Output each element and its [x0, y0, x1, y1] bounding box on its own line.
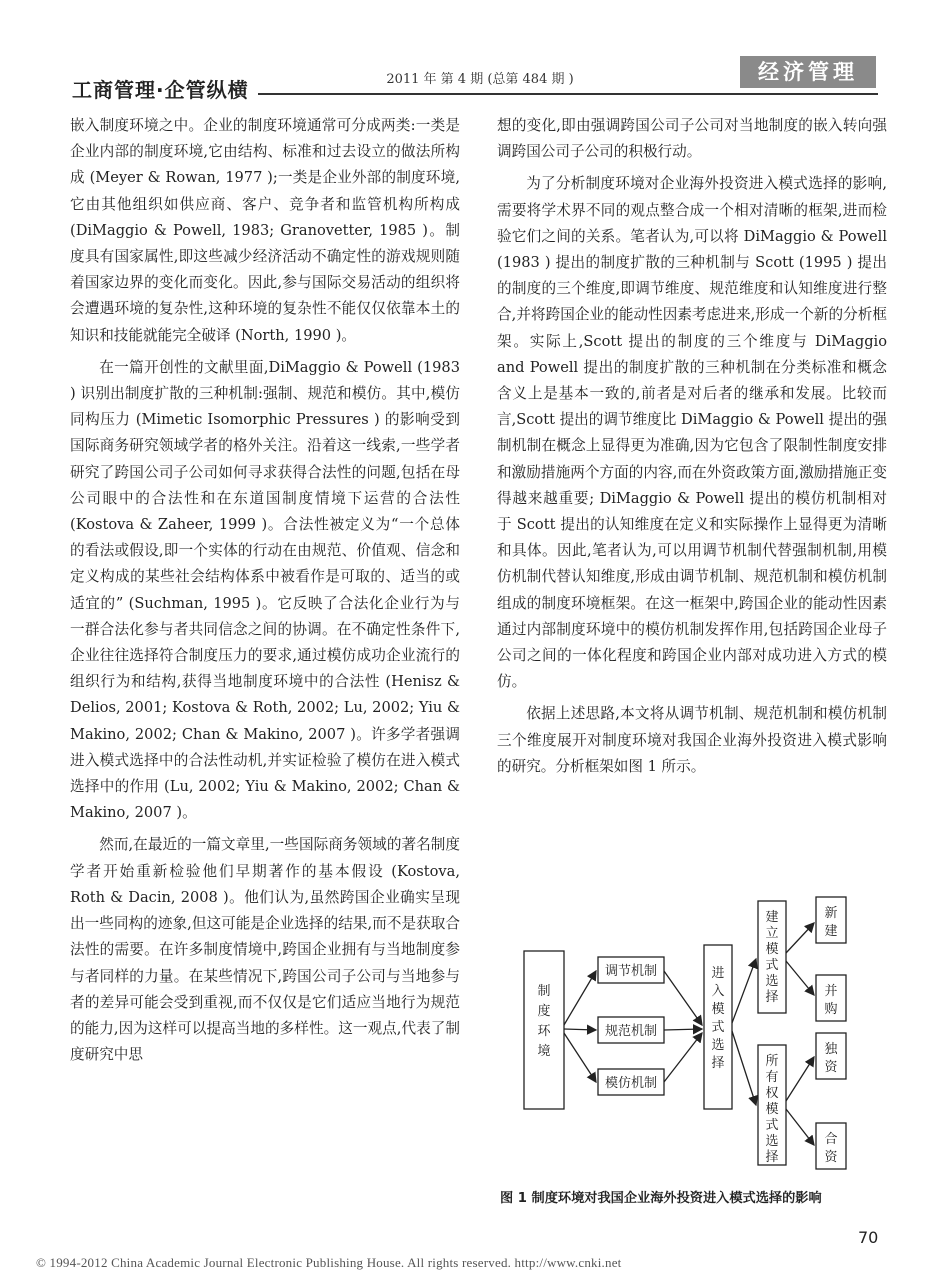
ownership-label: 模	[765, 1102, 779, 1117]
ownership-label: 有	[765, 1070, 779, 1085]
establish-label: 建	[765, 910, 779, 925]
acquisition-label: 并	[824, 984, 838, 999]
paragraph: 嵌入制度环境之中。企业的制度环境通常可分成两类:一类是企业内部的制度环境,它由结构、标准和过去设立的做法所构成 (Meyer & Rowan, 1977 );一类是企业外部的制度环境,它由其他组织如供应商、客户、竞争者和监管机构所构成 (DiMaggio & Powell, 1983; Granovetter, 1985 )。制度具有国家属性,即这些减少经济活动不确定性的游戏规则随着国家边界的变化而变化。因此,参与国际交易活动的组织将会遭遇环境的复杂性,这种环境的复杂性不能仅仅依靠本土的知识和技能就能完全破译 (North, 1990 )。	[70, 117, 460, 344]
ownership-label: 择	[765, 1150, 779, 1165]
establish-label: 选	[765, 974, 779, 989]
env-label: 境	[537, 1044, 551, 1059]
paragraph: 然而,在最近的一篇文章里,一些国际商务领域的著名制度学者开始重新检验他们早期著作的基本假设 (Kostova, Roth & Dacin, 2008 )。他们认为,虽然跨国企业确实呈现出一些同构的迹象,但这可能是企业选择的结果,而不是获取合法性的需要。在许多制度情境中,跨国企业拥有与当地制度参与者同样的力量。在某些情况下,跨国公司子公司与当地参与者的差异可能会受到重视,而不仅仅是它们适应当地行为规范的能力,因为这样可以提高当地的多样性。这一观点,代表了制度研究中思	[70, 836, 460, 1064]
establish-label: 择	[765, 990, 779, 1005]
greenfield-label: 建	[824, 924, 838, 939]
establish-label: 模	[765, 942, 779, 957]
framework-figure	[520, 895, 880, 1175]
establish-label: 立	[765, 926, 779, 941]
greenfield-label: 新	[824, 906, 838, 921]
right-column	[497, 113, 887, 780]
ownership-label: 式	[765, 1118, 779, 1133]
ownership-label: 选	[765, 1134, 779, 1149]
entry-label: 选	[711, 1038, 725, 1053]
sole-label: 资	[824, 1060, 838, 1075]
entry-label: 入	[711, 984, 725, 999]
header-rule	[258, 93, 878, 95]
journal-logo: 经济管理	[740, 56, 876, 88]
paragraph: 为了分析制度环境对企业海外投资进入模式选择的影响,需要将学术界不同的观点整合成一个相对清晰的框架,进而检验它们之间的关系。笔者认为,可以将 DiMaggio & Powell (1983 ) 提出的制度扩散的三种机制与 Scott (1995 ) 提出的制度的三个维度,即调节维度、规范维度和认知维度进行整合,并将跨国企业的能动性因素考虑进来,形成一个新的分析框架。实际上,Scott 提出的制度的三个维度与 DiMaggio and Powell 提出的制度扩散的三种机制在分类标准和概念含义上是基本一致的,前者是对后者的继承和发展。比较而言,Scott 提出的调节维度比 DiMaggio & Powell 提出的强制机制在概念上显得更为准确,因为它包含了限制性制度安排和激励措施两个方面的内容,而在外资政策方面,激励措施正变得越来越重要; DiMaggio & Powell 提出的模仿机制相对于 Scott 提出的认知维度在定义和实际操作上显得更为清晰和具体。因此,笔者认为,可以用调节机制代替强制机制,用模仿机制代替认知维度,形成由调节机制、规范机制和模仿机制组成的制度环境框架。在这一框架中,跨国企业的能动性因素通过内部制度环境中的模仿机制发挥作用,包括跨国企业母子公司之间的一体化程度和跨国企业内部对成功进入方式的模仿。	[497, 175, 887, 691]
acquisition-label: 购	[824, 1002, 838, 1017]
paragraph: 在一篇开创性的文献里面,DiMaggio & Powell (1983 ) 识别出制度扩散的三种机制:强制、规范和模仿。其中,模仿同构压力 (Mimetic Isomorphic Pressures ) 的影响受到国际商务研究领域学者的格外关注。沿着这一线索,一些学者研究了跨国公司子公司如何寻求获得合法性的问题,包括在母公司眼中的合法性和在东道国制度情境下运营的合法性 (Kostova & Zaheer, 1999 )。合法性被定义为“一个总体的看法或假设,即一个实体的行动在由规范、价值观、信念和定义构成的某些社会结构体系中被看作是可取的、适当的或适宜的” (Suchman, 1995 )。它反映了合法化企业行为与一群合法化参与者共同信念之间的协调。在不确定性条件下,企业往往选择符合制度压力的要求,通过模仿成功企业流行的组织行为和结构,获得当地制度环境中的合法性 (Henisz & Delios, 2001; Kostova & Roth, 2002; Lu, 2002; Yiu & Makino, 2002; Chan & Makino, 2007 )。许多学者强调进入模式选择中的合法性动机,并实证检验了模仿在进入模式选择中的作用 (Lu, 2002; Yiu & Makino, 2002; Chan & Makino, 2007 )。	[70, 358, 460, 822]
mechanism-label: 模仿机制	[604, 1076, 658, 1091]
sole-label: 独	[824, 1042, 838, 1057]
mechanism-label: 调节机制	[604, 964, 658, 979]
ownership-label: 所	[765, 1054, 779, 1069]
entry-label: 择	[711, 1056, 725, 1071]
framework-diagram	[520, 895, 880, 1175]
env-label: 度	[537, 1004, 551, 1019]
left-column	[70, 113, 460, 1068]
entry-label: 式	[711, 1020, 725, 1035]
joint-label: 合	[824, 1132, 838, 1147]
entry-label: 进	[711, 966, 725, 981]
copyright-footer: © 1994-2012 China Academic Journal Electronic Publishing House. All rights reserved. http://www.cnki.net	[36, 1255, 622, 1270]
paragraph: 依据上述思路,本文将从调节机制、规范机制和模仿机制三个维度展开对制度环境对我国企业海外投资进入模式影响的研究。分析框架如图 1 所示。	[497, 705, 887, 775]
paragraph: 想的变化,即由强调跨国公司子公司对当地制度的嵌入转向强调跨国公司子公司的积极行动。	[497, 117, 887, 161]
ownership-label: 权	[765, 1086, 779, 1101]
env-label: 制	[537, 984, 551, 999]
figure-caption: 图 1 制度环境对我国企业海外投资进入模式选择的影响	[500, 1191, 822, 1206]
mechanism-label: 规范机制	[604, 1024, 658, 1039]
env-label: 环	[537, 1024, 551, 1039]
joint-label: 资	[824, 1150, 838, 1165]
issue-info: 2011 年 第 4 期 (总第 484 期 )	[386, 72, 574, 87]
page-number: 70	[858, 1228, 879, 1247]
entry-label: 模	[711, 1002, 725, 1017]
section-title: 工商管理·企管纵横	[72, 78, 249, 102]
establish-label: 式	[765, 958, 779, 973]
